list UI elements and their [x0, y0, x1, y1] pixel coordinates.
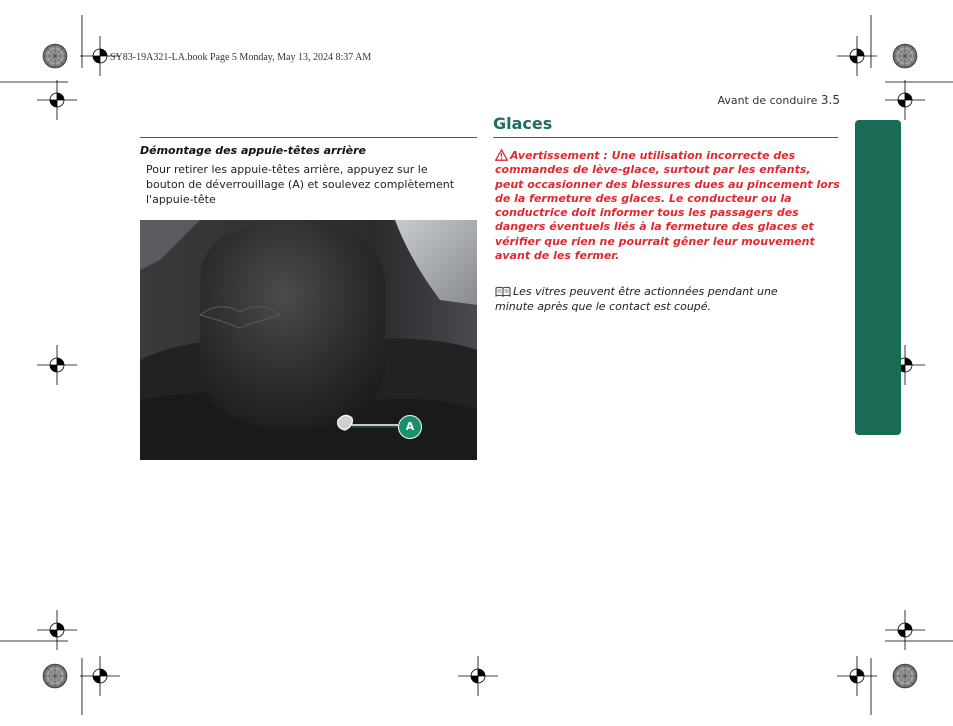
note-text — [495, 285, 840, 314]
warning-line: commandes de lève-glace, surtout par les enfants, — [495, 163, 811, 177]
chapter-tab — [855, 120, 901, 435]
instruction-line: Pour retirer les appuie-têtes arrière, appuyez sur le — [146, 163, 428, 176]
note-line: Les vitres peuvent être actionnées pendant une — [495, 285, 840, 300]
chapter-number: 3.5 — [820, 93, 840, 107]
warning-line: Avertissement : Une utilisation incorrecte des — [495, 149, 840, 163]
instruction-line: l'appuie-tête — [146, 193, 216, 206]
warning-text — [495, 149, 840, 263]
callout-label: A — [405, 420, 415, 433]
warning-line: conductrice doit informer tous les passagers des — [495, 206, 799, 220]
warning-line: peut occasionner des blessures dues au pincement lors — [495, 177, 840, 191]
warning-line: de la fermeture des glaces. Le conducteur ou la — [495, 191, 792, 205]
chapter-title: Avant de conduire — [717, 94, 818, 107]
warning-line: avant de les fermer. — [495, 249, 620, 263]
headrest-photo — [140, 220, 477, 460]
instruction-text — [146, 162, 481, 207]
print-slug: SY83-19A321-LA.book Page 5 Monday, May 13, 2024 8:37 AM — [110, 52, 372, 63]
callout-a — [398, 415, 422, 439]
instruction-line: bouton de déverrouillage (A) et soulevez complètement — [146, 178, 455, 191]
open-book-icon — [495, 286, 511, 297]
note-line: minute après que le contact est coupé. — [495, 299, 712, 313]
left-top-rule — [140, 137, 477, 138]
subheading: Démontage des appuie-têtes arrière — [140, 144, 366, 157]
warning-line: vérifier que rien ne pourrait gêner leur mouvement — [495, 234, 815, 248]
headrest-illustration — [140, 220, 477, 460]
section-title: Glaces — [493, 114, 553, 133]
running-header — [690, 93, 840, 107]
warning-line: dangers éventuels liés à la fermeture des glaces et — [495, 220, 814, 234]
warning-triangle-icon — [495, 149, 508, 161]
right-title-rule — [493, 137, 838, 138]
